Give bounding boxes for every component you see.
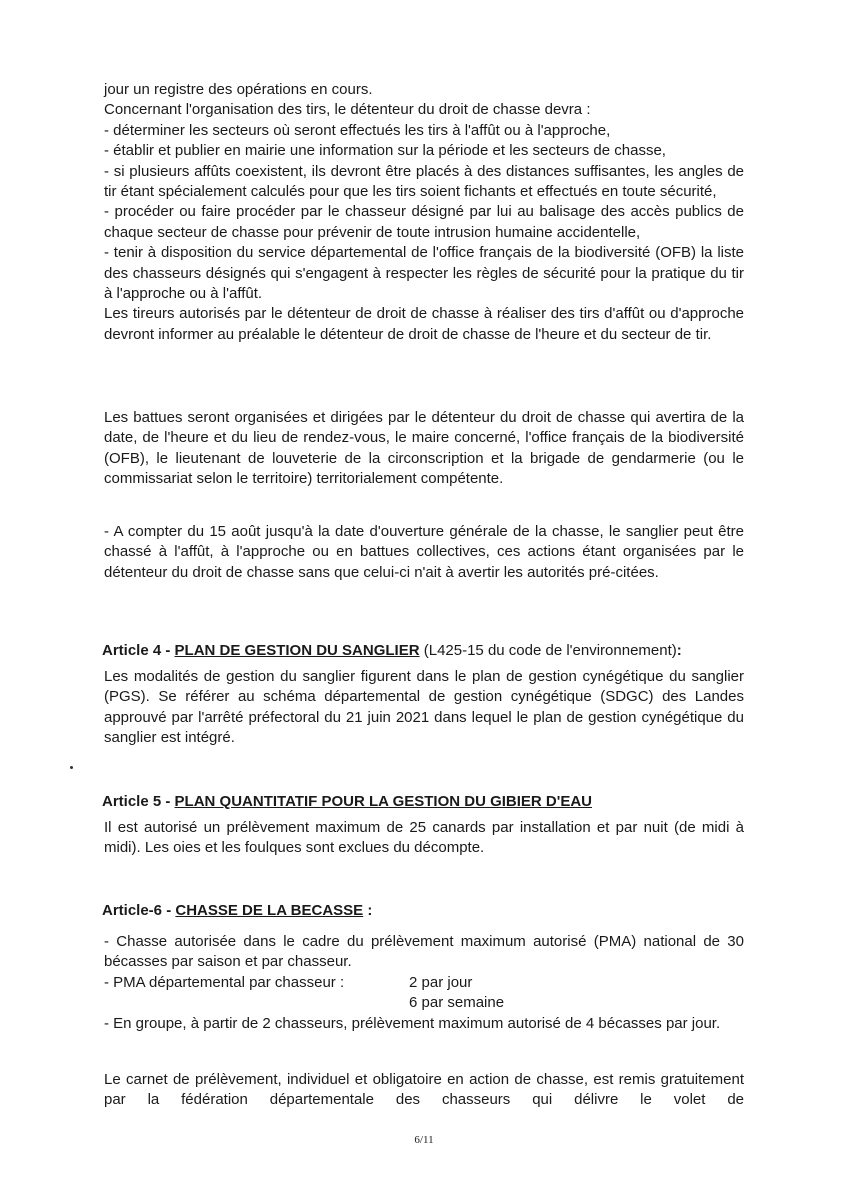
article-6-prefix: Article-6 -	[102, 902, 176, 919]
article-5-body: Il est autorisé un prélèvement maximum de 25 canards par installation et par nuit (de midi à midi). Les oies et les foulques sont exclues du décompte.	[104, 819, 744, 857]
pma-week: 6 par semaine	[409, 994, 505, 1012]
intro-line: - procéder ou faire procéder par le chasseur désigné par lui au balisage des accès publics de chaque secteur de chasse pour prévenir de toute intrusion humaine accidentelle,	[104, 203, 744, 241]
article-4-title: PLAN DE GESTION DU SANGLIER	[174, 642, 420, 659]
article-4-suffix: :	[676, 642, 682, 659]
carnet-paragraph: Le carnet de prélèvement, individuel et obligatoire en action de chasse, est remis gratuitement par la fédération départementale des chasseurs qui délivre le volet de	[104, 1071, 744, 1109]
intro-line: - si plusieurs affûts coexistent, ils devront être placés à des distances suffisantes, les angles de tir étant spécialement calculés pour que les tirs soient fichants et effectués en toute sécurité,	[104, 162, 744, 201]
article-4-prefix: Article 4 -	[102, 642, 175, 659]
sanglier-aout-section	[104, 522, 744, 583]
intro-section	[104, 80, 744, 345]
article-5-heading	[102, 793, 592, 810]
pma-dept-label: - PMA départemental par chasseur :	[104, 973, 345, 991]
pma-dept-row	[104, 973, 744, 993]
intro-line: - déterminer les secteurs où seront effectués les tirs à l'affût ou à l'approche,	[104, 121, 611, 139]
article-6-title: CHASSE DE LA BECASSE	[175, 902, 364, 919]
article-5-title: PLAN QUANTITATIF POUR LA GESTION DU GIBIER D'EAU	[174, 793, 592, 810]
page-number: 6/11	[414, 1134, 434, 1146]
battues-section	[104, 408, 744, 490]
article-4-heading	[102, 642, 682, 659]
carnet-section	[104, 1070, 744, 1111]
stray-dot	[70, 766, 73, 769]
article-6-heading	[102, 902, 372, 919]
pma-group: - En groupe, à partir de 2 chasseurs, prélèvement maximum autorisé de 4 bécasses par jour.	[104, 1014, 721, 1032]
sanglier-aout-paragraph: - A compter du 15 août jusqu'à la date d'ouverture générale de la chasse, le sanglier peut être chassé à l'affût, à l'approche ou en battues collectives, ces actions étant organisées par le détenteur du droit de chasse sans que celui-ci n'ait à avertir les autorités pré-citées.	[104, 523, 744, 581]
intro-line: Les tireurs autorisés par le détenteur de droit de chasse à réaliser des tirs d'affût ou d'approche devront informer au préalable le détenteur de droit de chasse de l'heure et du secteur de tir.	[104, 305, 744, 343]
article-5-prefix: Article 5 -	[102, 793, 175, 810]
article-6-body-section	[104, 932, 744, 1034]
intro-line: jour un registre des opérations en cours.	[104, 81, 373, 98]
article-5-body-section	[104, 818, 744, 859]
pma-national: - Chasse autorisée dans le cadre du prélèvement maximum autorisé (PMA) national de 30 bécasses par saison et par chasseur.	[104, 933, 744, 971]
pma-day: 2 par jour	[409, 973, 473, 991]
intro-line: - établir et publier en mairie une information sur la période et les secteurs de chasse,	[104, 142, 666, 160]
intro-line: - tenir à disposition du service départemental de l'office français de la biodiversité (OFB) la liste des chasseurs désignés qui s'engagent à respecter les règles de sécurité pour la pratique du tir à l'approche ou à l'affût.	[104, 244, 744, 303]
battues-paragraph: Les battues seront organisées et dirigées par le détenteur du droit de chasse qui avertira de la date, de l'heure et du lieu de rendez-vous, le maire concerné, l'office français de la biodiversité (OFB), le lieutenant de louveterie de la circonscription et la brigade de gendarmerie (ou le commissariat selon le territoire) territorialement compétente.	[104, 409, 744, 488]
article-4-reference: (L425-15 du code de l'environnement)	[419, 642, 677, 659]
intro-line: Concernant l'organisation des tirs, le détenteur du droit de chasse devra :	[104, 101, 591, 119]
article-6-suffix: :	[363, 902, 373, 919]
article-4-body-section	[104, 667, 744, 749]
article-4-body: Les modalités de gestion du sanglier figurent dans le plan de gestion cynégétique du sanglier (PGS). Se référer au schéma départemental de gestion cynégétique (SDGC) des Landes approuvé par l'arrêté préfectoral du 21 juin 2021 dans lequel le plan de gestion cynégétique du sanglier est intégré.	[104, 668, 744, 747]
